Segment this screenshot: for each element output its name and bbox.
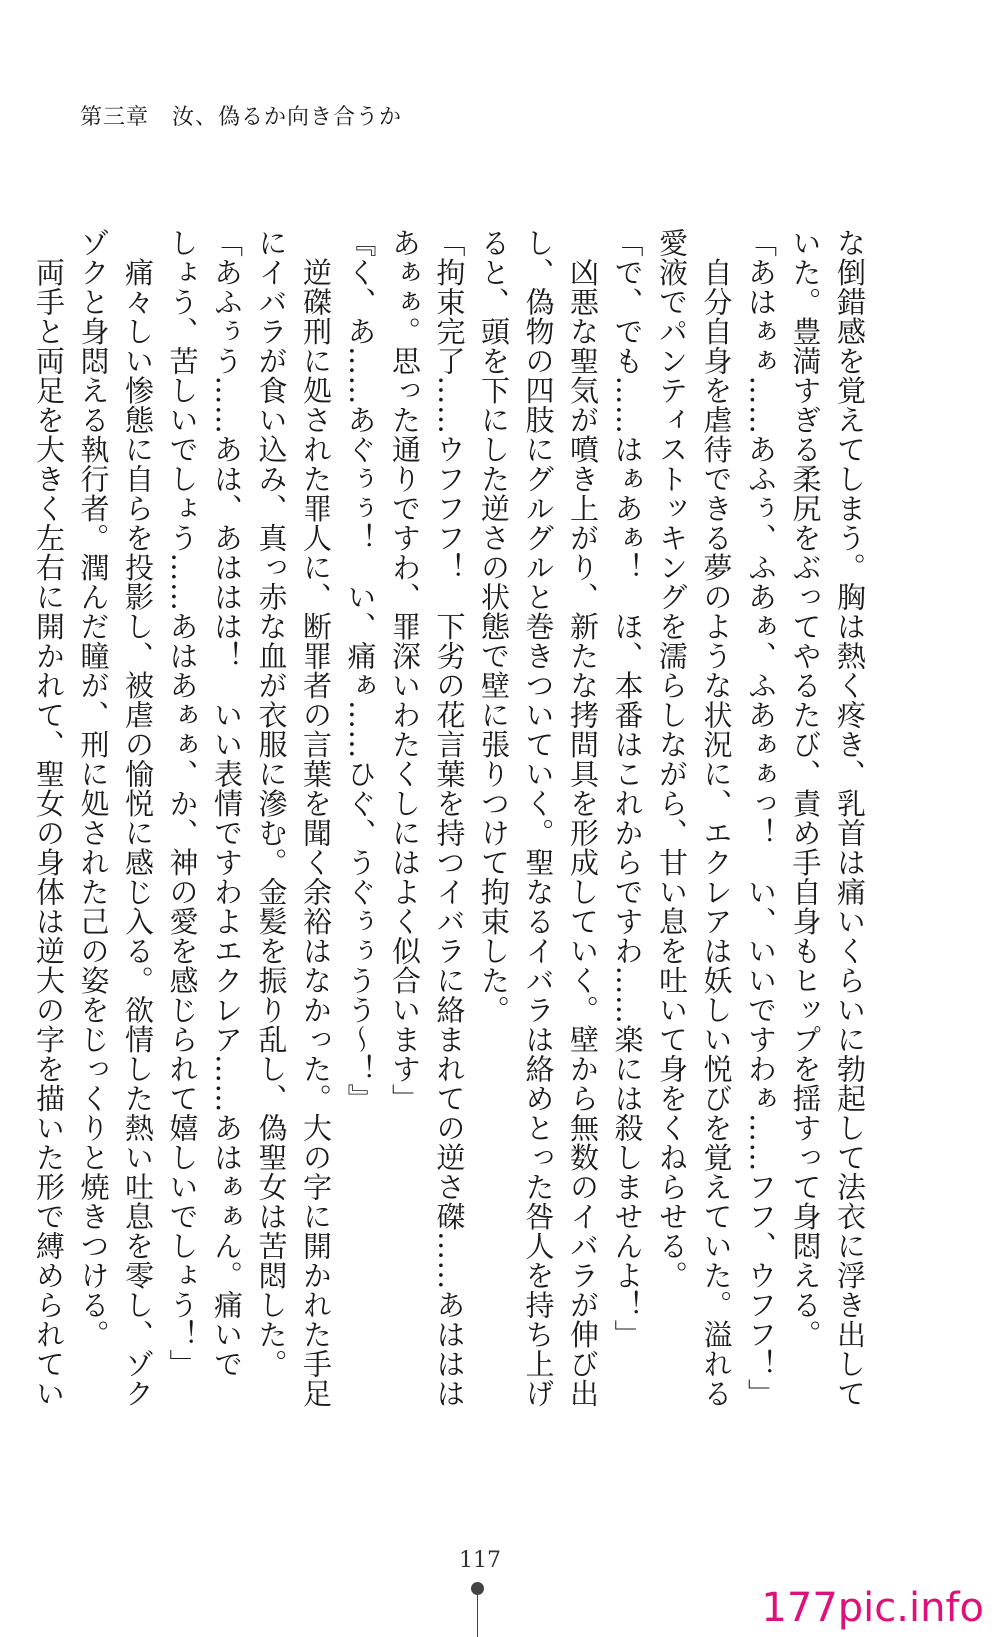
text-line: 「拘束完了……ウフフフ！ 下劣の花言葉を持つイバラに絡まれての逆さ磔……あははは xyxy=(432,228,467,1408)
text-line: 「あはぁぁ……あふぅ、ふあぁ、ふあぁぁっ！ い、いいですわぁ……フフ、ウフフ！」 xyxy=(744,228,778,1408)
text-line: ゾクと身悶える執行者。潤んだ瞳が、刑に処された己の姿をじっくりと焼きつける。 xyxy=(76,228,111,1349)
text-line: いた。豊満すぎる柔尻をぶってやるたび、責め手自身もヒップを揺すって身悶える。 xyxy=(788,228,823,1349)
text-line: 「で、でも……はぁあぁ！ ほ、本番はこれからですわ……楽には殺しませんよ！」 xyxy=(610,228,645,1349)
text-line: 逆磔刑に処された罪人に、断罪者の言葉を聞く余裕はなかった。大の字に開かれた手足 xyxy=(299,228,333,1408)
chapter-running-head: 第三章 汝、偽るか向き合うか xyxy=(80,105,403,130)
page-number: 117 xyxy=(459,1548,501,1573)
text-line: し、偽物の四肢にグルグルと巻きついていく。聖なるイバラは絡めとった咎人を持ち上げ xyxy=(521,228,556,1408)
text-line: 愛液でパンティストッキングを濡らしながら、甘い息を吐いて身をくねらせる。 xyxy=(655,228,689,1290)
text-line: ると、頭を下にした逆さの状態で壁に張りつけて拘束した。 xyxy=(477,228,511,1025)
text-line: 「あふぅう……あは、あははは！ いい表情ですわよエクレア……あはぁぁん。痛いで xyxy=(210,228,244,1379)
watermark: 177pic.info xyxy=(751,1581,994,1635)
body-text xyxy=(32,228,872,1408)
text-line: 自分自身を虐待できる夢のような状況に、エクレアは妖しい悦びを覚えていた。溢れる xyxy=(699,228,734,1408)
text-line: 凶悪な聖気が噴き上がり、新たな拷問具を形成していく。壁から無数のイバラが伸び出 xyxy=(566,228,600,1408)
page-marker-dot-icon xyxy=(471,1582,484,1595)
text-line: にイバラが食い込み、真っ赤な血が衣服に滲む。金髪を振り乱し、偽聖女は苦悶した。 xyxy=(254,228,289,1379)
text-line: あぁぁ。思った通りですわ、罪深いわたくしにはよく似合います」 xyxy=(388,228,422,1113)
text-line: 『く、あ……あぐぅぅ！ い、痛ぁ……ひぐ、うぐぅぅうう〜！』 xyxy=(343,228,378,1113)
text-line: な倒錯感を覚えてしまう。胸は熱く疼き、乳首は痛いくらいに勃起して法衣に浮き出して xyxy=(833,228,867,1408)
text-line: 両手と両足を大きく左右に開かれて、聖女の身体は逆大の字を描いた形で縛められてい xyxy=(32,228,66,1408)
text-line: しょう、苦しいでしょう……あはあぁぁ、か、神の愛を感じられて嬉しいでしょう！」 xyxy=(165,228,200,1379)
page-marker-line xyxy=(477,1595,478,1637)
text-line: 痛々しい惨態に自らを投影し、被虐の愉悦に感じ入る。欲情した熱い吐息を零し、ゾク xyxy=(121,228,155,1408)
